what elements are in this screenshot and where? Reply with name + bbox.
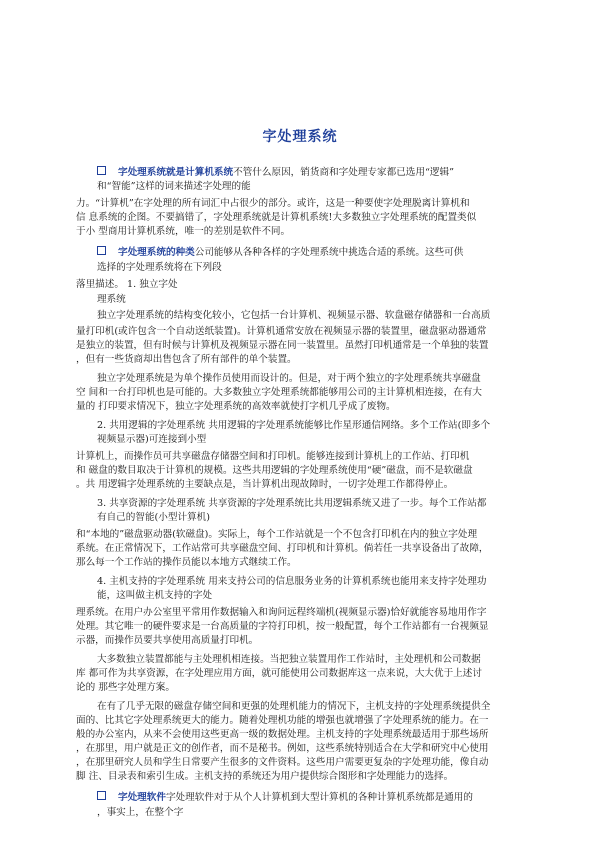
text-line: 示器，而操作员要共享使用高质量打印机。 <box>76 635 259 646</box>
text-line: 理系统。在用户办公室里平常用作数据输入和询问远程终端机(视频显示器)恰好就能容易地用作字 <box>76 607 487 618</box>
section-heading-line <box>97 791 473 805</box>
checkbox-icon <box>97 166 106 175</box>
text-line: ，事实上，在整个字 <box>97 807 184 818</box>
text-line: 那么每一个工作站的操作员能以本地方式继续工作。 <box>76 557 297 568</box>
text-line: 字处理软件对于从个人计算机到大型计算机的各种计算机系统都是通用的 <box>165 792 473 803</box>
text-line: 处理。其它唯一的硬件要求是一台高质量的字符打印机，按一般配置，每个工作站都有一台视频显 <box>76 621 489 632</box>
checkbox-icon <box>97 791 106 800</box>
text-line: 4. 主机支持的字处理系统 用来支持公司的信息服务业务的计算机系统也能用来支持字处理功 <box>97 576 487 587</box>
text-line: 3. 共享资源的字处理系统 共享资源的字处理系统比共用逻辑系统又进了一步。每个工作站都 <box>97 498 487 509</box>
section-heading-line <box>97 166 454 180</box>
text-line: 计算机上，而操作员可共享磁盘存储器空间和打印机。能够连接到计算机上的工作站、打印机 <box>76 451 470 462</box>
text-line: 和“本地的”磁盘驱动器(软磁盘)。实际上，每个工作站就是一个不包含打印机在内的独立字处理 <box>76 529 478 540</box>
text-line: 。共 用逻辑字处理系统的主要缺点是，当计算机出现故障时，一切字处理工作都得停止。 <box>76 479 454 490</box>
text-line: 2. 共用逻辑的字处理系统 共用逻辑的字处理系统能够比作星形通信网络。多个工作站(即多个 <box>97 420 491 431</box>
section-heading-line <box>97 246 463 260</box>
text-line: 和 磁盘的数目取决于计算机的规模。这些共用逻辑的字处理系统使用“硬”磁盘，而不是软磁盘 <box>76 465 473 476</box>
section-heading: 字处理软件 <box>118 792 166 803</box>
text-line: 独立字处理系统是为单个操作员使用而设计的。但是，对于两个独立的字处理系统共享磁盘 <box>97 373 481 384</box>
text-line: 大多数独立装置都能与主处理机相连接。当把独立装置用作工作站时，主处理机和公司数据 <box>97 654 481 665</box>
text-line: 力。“计算机”在字处理的所有词汇中占很少的部分。或许，这是一种要使字处理脱离计算机和 <box>76 198 470 209</box>
text-line: 公司能够从各种各样的字处理系统中挑选合适的系统。这些可供 <box>194 247 464 258</box>
checkbox-icon <box>97 246 106 255</box>
text-line: 视频显示器)可连接到小型 <box>97 434 207 445</box>
text-line: 论的 那些字处理方案。 <box>76 682 175 693</box>
text-line: 面的、比其它字处理系统更大的能力。随着处理机功能的增强也就增强了字处理系统的能力。在一 <box>76 715 489 726</box>
text-line: 落里描述。 1. 独立字处 <box>76 279 178 290</box>
text-line: 有自己的智能(小型计算机) <box>97 512 211 523</box>
text-line: 库 都可作为共享资源，在字处理应用方面，就可能使用公司数据库这一点来说，大大优于上述讨 <box>76 668 482 679</box>
text-line: ，在那里研究人员和学生日常要产生很多的文件资料。这些用户需要更复杂的字处理功能，像自动 <box>76 757 489 768</box>
text-line: 是独立的装置，但有时候与计算机及视频显示器在同一装置里。虽然打印机通常是一个单独的装置 <box>76 340 489 351</box>
section-heading: 字处理系统的种类 <box>118 247 195 258</box>
text-line: 独立字处理系统的结构变化较小，它包括一台计算机、视频显示器、软盘磁存储器和一台高质 <box>97 310 491 321</box>
text-line: ，但有一些货商却出售包含了所有部件的单个装置。 <box>76 354 297 365</box>
text-line: 能，这叫做主机支持的字处 <box>97 590 213 601</box>
text-line: 空 间和一台打印机也是可能的。大多数独立字处理系统都能够用公司的主计算机相连接，在有大 <box>76 387 482 398</box>
section-heading: 字处理系统就是计算机系统 <box>118 167 234 178</box>
text-line: 选择的字处理系统将在下列段 <box>97 262 222 273</box>
text-line: 量打印机(或许包含一个自动送纸装置)。计算机通常安放在视频显示器的装置里，磁盘驱动器通常 <box>76 326 487 337</box>
text-line: 般的办公室内，从来不会使用这些更高一级的数据处理。主机支持的字处理系统最适用于那些场所 <box>76 729 489 740</box>
text-line: 脚 注、目录表和索引生成。主机支持的系统还为用户提供综合图形和字处理能力的选择。 <box>76 771 454 782</box>
text-line: 信 息系统的企图。不要搞错了，字处理系统就是计算机系统!大多数独立字处理系统的配置类似 <box>76 212 477 223</box>
text-line: 系统。在正常情况下，工作站常可共享磁盘空间、打印机和计算机。倘若任一共享设备出了故障， <box>76 543 489 554</box>
page-title: 字处理系统 <box>262 129 338 145</box>
text-line: 于小 型商用计算机系统，唯一的差别是软件不同。 <box>76 226 291 237</box>
text-line: 量的 打印要求情况下，独立字处理系统的高效率就使打字机几乎成了废物。 <box>76 401 396 412</box>
text-line: 不管什么原因，销货商和字处理专家都已选用“逻辑” <box>233 167 454 178</box>
text-line: 在有了几乎无限的磁盘存储空间和更强的处理机能力的情况下，主机支持的字处理系统提供全 <box>97 701 491 712</box>
text-line: ，在那里，用户就是正文的创作者，而不是秘书。例如，这些系统特别适合在大学和研究中心使用 <box>76 743 489 754</box>
text-line: 理系统 <box>97 294 126 305</box>
text-line: 和“智能”这样的词来描述字处理的能 <box>97 181 251 192</box>
